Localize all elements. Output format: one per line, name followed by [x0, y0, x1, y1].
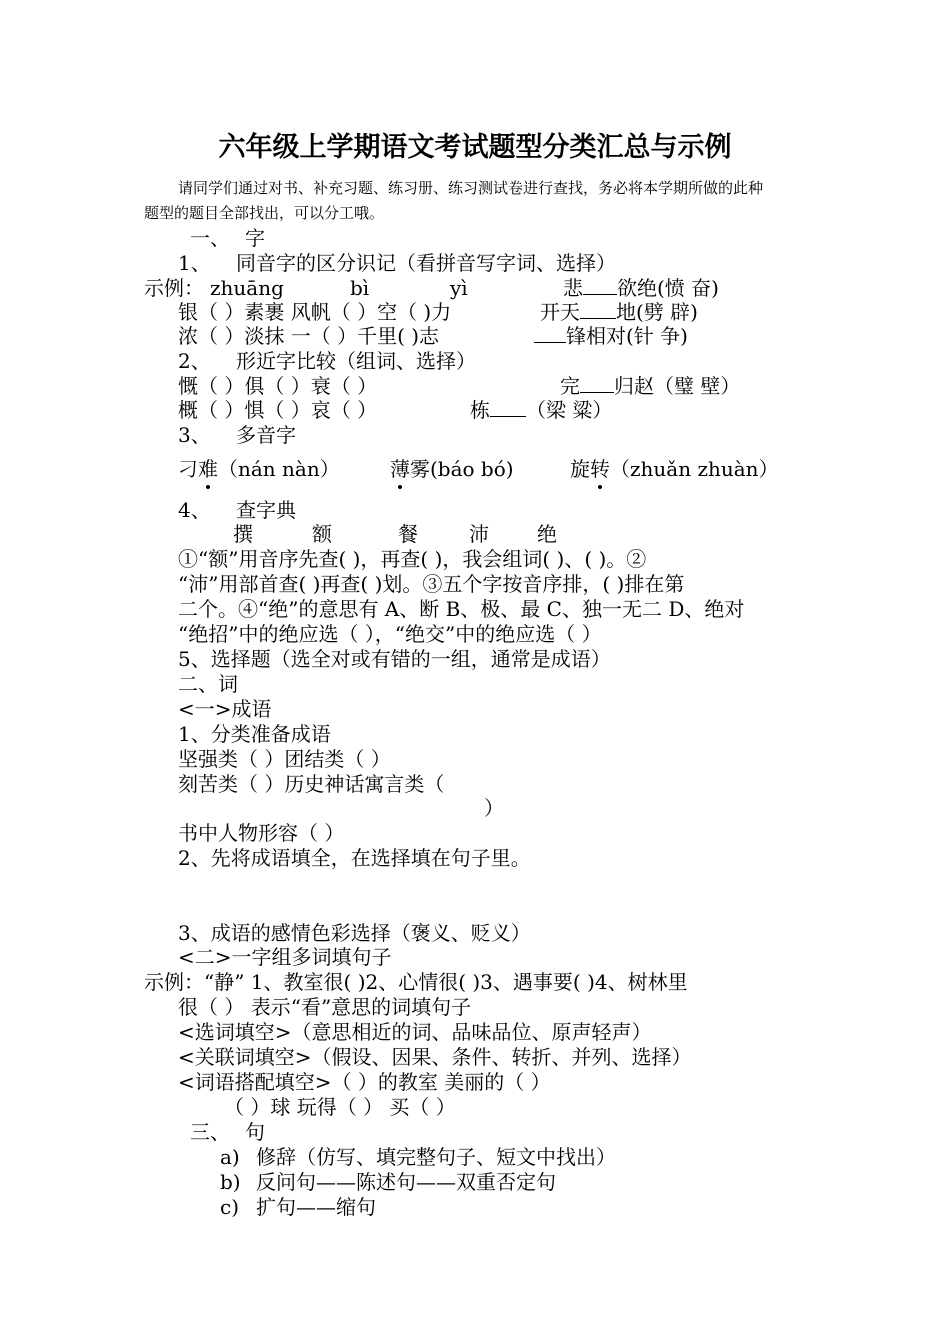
idiom-category-row-2: 刻苦类（ ）历史神话寓言类（: [178, 772, 445, 796]
item-2-number: 2、: [178, 349, 211, 373]
sentence-item-mark: a): [220, 1145, 240, 1169]
pinyin-2: bì: [350, 276, 370, 300]
subsection-one-char: <二>一字组多词填句子: [178, 945, 392, 969]
item-3-text: 多音字: [236, 423, 296, 447]
sentence-item-text: 反问句——陈述句——双重否定句: [256, 1170, 556, 1194]
one-char-example-2: 很（ ） 表示“看”意思的词填句子: [178, 995, 472, 1019]
example-label: 示例：: [144, 276, 204, 300]
page-title: 六年级上学期语文考试题型分类汇总与示例: [218, 132, 732, 163]
item-4-number: 4、: [178, 498, 211, 522]
item-3-number: 3、: [178, 423, 211, 447]
homophone-row-2a: 浓（ ）淡抹 一（ ）千里( )志: [178, 324, 440, 348]
section-2-heading: 二、词: [178, 672, 238, 696]
polyphone-1: 刁难（nán nàn）: [178, 457, 340, 481]
collocation-fill-1: <词语搭配填空>（ ）的教室 美丽的（ ）: [178, 1070, 551, 1094]
pinyin-1: zhuāng: [210, 276, 284, 300]
homophone-row-1a: 银（ ）素裹 风帆（ ）空（ )力: [178, 300, 452, 324]
collocation-fill-2: （ ）球 玩得（ ） 买（ ）: [224, 1095, 456, 1119]
item-1-text: 同音字的区分识记（看拼音写字词、选择）: [236, 251, 616, 275]
one-char-example-1: 示例：“静” 1、教室很( )2、心情很( )3、遇事要( )4、树林里: [144, 970, 688, 994]
item-4-text: 查字典: [236, 498, 296, 522]
homophone-example: 悲 欲绝(愤 奋): [563, 276, 719, 300]
similar-char-row-2b: 栋 （梁 粱）: [470, 398, 613, 422]
section-1-number: 一、: [190, 226, 230, 250]
sentence-item-text: 扩句——缩句: [256, 1195, 376, 1219]
intro-line-1: 请同学们通过对书、补充习题、练习册、练习测试卷进行查找，务必将本学期所做的此种: [178, 179, 764, 197]
dictionary-question-1: ①“额”用音序先查( )，再查( )，我会组词( )、( )。②: [178, 547, 647, 571]
similar-char-row-2a: 概（ ）惧（ ）哀（ ）: [178, 398, 378, 422]
idiom-item-2: 2、先将成语填全，在选择填在句子里。: [178, 846, 531, 870]
idiom-item-3: 3、成语的感情色彩选择（褒义、贬义）: [178, 921, 531, 945]
item-2-text: 形近字比较（组词、选择）: [236, 349, 476, 373]
sentence-item-mark: c): [220, 1195, 240, 1219]
polyphone-3: 旋转（zhuǎn zhuàn）: [570, 457, 779, 481]
dictionary-char: 餐: [398, 522, 418, 546]
section-1-heading: 字: [245, 226, 265, 250]
similar-char-row-1b: 完 归赵（璧 壁）: [560, 374, 741, 398]
dictionary-question-2: “沛”用部首查( )再查( )划。③五个字按音序排，( )排在第: [178, 572, 685, 596]
similar-char-row-1a: 慨（ ）俱（ ）衰（ ）: [178, 374, 378, 398]
dictionary-char: 沛: [469, 522, 489, 546]
intro-line-2: 题型的题目全部找出，可以分工哦。: [144, 204, 385, 222]
idiom-category-row-2-close: ）: [484, 796, 504, 820]
item-1-number: 1、: [178, 251, 211, 275]
dictionary-char: 撰: [233, 522, 253, 546]
word-choice-fill: <选词填空>（意思相近的词、品味品位、原声轻声）: [178, 1020, 652, 1044]
conjunction-fill: <关联词填空>（假设、因果、条件、转折、并列、选择）: [178, 1045, 692, 1069]
dictionary-char: 额: [312, 522, 332, 546]
idiom-category-row-3: 书中人物形容（ ）: [178, 821, 345, 845]
sentence-item-mark: b): [220, 1170, 241, 1194]
homophone-row-2b: 锋相对(针 争): [534, 324, 688, 348]
dictionary-question-3: 二个。④“绝”的意思有 A、断 B、极、最 C、独一无二 D、绝对: [178, 597, 745, 621]
homophone-row-1b: 开天 地(劈 辟): [540, 300, 698, 324]
idiom-category-row-1: 坚强类（ ）团结类（ ）: [178, 747, 391, 771]
pinyin-3: yì: [450, 276, 468, 300]
item-5: 5、选择题（选全对或有错的一组，通常是成语）: [178, 647, 611, 671]
dictionary-question-4: “绝招”中的绝应选（ ），“绝交”中的绝应选（ ）: [178, 622, 602, 646]
section-3-heading: 句: [245, 1120, 265, 1144]
idiom-item-1: 1、分类准备成语: [178, 722, 331, 746]
dictionary-char: 绝: [537, 522, 557, 546]
sentence-item-text: 修辞（仿写、填完整句子、短文中找出）: [256, 1145, 616, 1169]
subsection-idioms: <一>成语: [178, 697, 272, 721]
section-3-number: 三、: [190, 1120, 230, 1144]
polyphone-2: 薄雾(báo bó): [390, 457, 514, 481]
